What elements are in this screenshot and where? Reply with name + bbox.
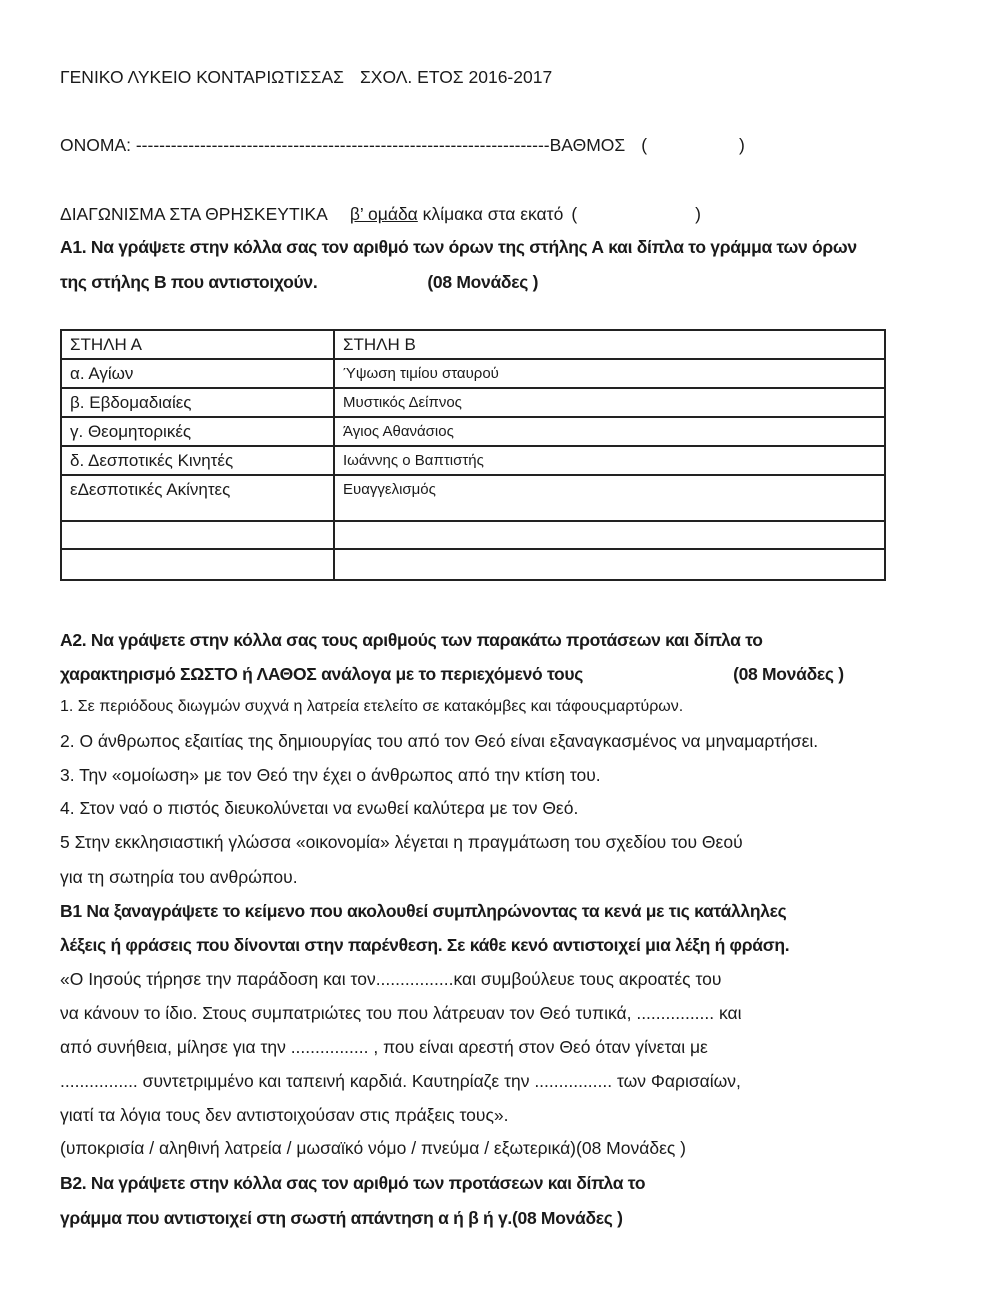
- a2-statement: για τη σωτηρία του ανθρώπου.: [60, 867, 298, 887]
- b2-instruction-line1: Β2. Να γράψετε στην κόλλα σας τον αριθμό των προτάσεων και δίπλα το: [60, 1173, 646, 1193]
- exam-group: β’ ομάδα: [349, 204, 418, 224]
- b1-points: (08 Μονάδες ): [576, 1138, 687, 1158]
- column-b-cell: Ύψωση τιμίου σταυρού: [334, 359, 885, 388]
- scale-label: κλίμακα στα εκατό: [417, 204, 564, 224]
- column-a-header: ΣΤΗΛΗ Α: [61, 330, 334, 359]
- grade-label: ΒΑΘΜΟΣ: [549, 135, 626, 155]
- a2-points: (08 Μονάδες ): [733, 664, 844, 684]
- school-header-line: [60, 66, 552, 88]
- exam-title-line: [60, 203, 701, 225]
- a2-statement: 3. Την «ομοίωση» με τον Θεό την έχει ο άνθρωπος από την κτίση του.: [60, 765, 601, 785]
- table-row: [61, 359, 885, 388]
- table-row-empty: [61, 521, 885, 549]
- column-b-cell: Ευαγγελισμός: [334, 475, 885, 521]
- column-a-cell: εΔεσποτικές Ακίνητες: [61, 475, 334, 521]
- b1-word-options: (υποκρισία / αληθινή λατρεία / μωσαϊκό νόμο / πνεύμα / εξωτερικά): [60, 1138, 577, 1158]
- table-row: [61, 446, 885, 475]
- table-row: [61, 417, 885, 446]
- a2-statement: 2. Ο άνθρωπος εξαιτίας της δημιουργίας του από τον Θεό είναι εξαναγκασμένος να μηναμαρτήσει.: [60, 731, 819, 751]
- table-row: [61, 388, 885, 417]
- name-field[interactable]: -----------------------------------------------------------------------: [135, 135, 550, 155]
- grade-open-paren: (: [641, 135, 648, 155]
- column-a-cell: α. Αγίων: [61, 359, 334, 388]
- column-b-cell: Μυστικός Δείπνος: [334, 388, 885, 417]
- name-label: ΟΝΟΜΑ:: [60, 135, 136, 155]
- b1-instruction-line2: λέξεις ή φράσεις που δίνονται στην παρένθεση. Σε κάθε κενό αντιστοιχεί μια λέξη ή φράση.: [60, 935, 790, 955]
- b1-options-line: [60, 1137, 686, 1159]
- a2-statement: 4. Στον ναό ο πιστός διευκολύνεται να ενωθεί καλύτερα με τον Θεό.: [60, 798, 579, 818]
- column-a-cell: γ. Θεομητορικές: [61, 417, 334, 446]
- a2-instruction-line1: Α2. Να γράψετε στην κόλλα σας τους αριθμούς των παρακάτω προτάσεων και δίπλα το: [60, 630, 763, 650]
- column-b-cell: Ιωάννης ο Βαπτιστής: [334, 446, 885, 475]
- exam-title: ΔΙΑΓΩΝΙΣΜΑ ΣΤΑ ΘΡΗΣΚΕΥΤΙΚΑ: [60, 204, 328, 224]
- table-header-row: [61, 330, 885, 359]
- a2-instruction-text: χαρακτηρισμό ΣΩΣΤΟ ή ΛΑΘΟΣ ανάλογα με το περιεχόμενό τους: [60, 664, 584, 684]
- a2-instruction-line2: [60, 663, 844, 685]
- b1-text-line: ................ συντετριμμένο και ταπεινή καρδιά. Καυτηρίαζε την ................ των Φαρισαίων,: [60, 1071, 741, 1091]
- b1-text-line: γιατί τα λόγια τους δεν αντιστοιχούσαν στις πράξεις τους».: [60, 1105, 509, 1125]
- b1-text-line: «Ο Ιησούς τήρησε την παράδοση και τον................και συμβούλευε τους ακροατές του: [60, 969, 722, 989]
- empty-cell: [334, 549, 885, 580]
- b1-instruction-line1: Β1 Να ξαναγράψετε το κείμενο που ακολουθεί συμπληρώνοντας τα κενά με τις κατάλληλες: [60, 901, 787, 921]
- empty-cell: [61, 549, 334, 580]
- a1-instruction-line2: [60, 271, 538, 293]
- a1-points: (08 Μονάδες ): [427, 272, 539, 292]
- matching-table: [60, 329, 886, 581]
- table-row-empty: [61, 549, 885, 580]
- column-a-cell: β. Εβδομαδιαίες: [61, 388, 334, 417]
- column-b-cell: Άγιος Αθανάσιος: [334, 417, 885, 446]
- scale-open-paren: (: [571, 204, 578, 224]
- column-a-cell: δ. Δεσποτικές Κινητές: [61, 446, 334, 475]
- b1-text-line: να κάνουν το ίδιο. Στους συμπατριώτες του που λάτρευαν τον Θεό τυπικά, ................ και: [60, 1003, 742, 1023]
- a1-instruction-text: της στήλης Β που αντιστοιχούν.: [60, 272, 318, 292]
- b2-instruction-line2: γράμμα που αντιστοιχεί στη σωστή απάντηση α ή β ή γ.(08 Μονάδες ): [60, 1208, 623, 1228]
- a1-instruction-line1: Α1. Να γράψετε στην κόλλα σας τον αριθμό των όρων της στήλης Α και δίπλα το γράμμα των όρων: [60, 237, 857, 257]
- school-name: ΓΕΝΙΚΟ ΛΥΚΕΙΟ ΚΟΝΤΑΡΙΩΤΙΣΣΑΣ: [60, 67, 344, 87]
- empty-cell: [61, 521, 334, 549]
- a2-statement: 1. Σε περιόδους διωγμών συχνά η λατρεία ετελείτο σε κατακόμβες και τάφουςμαρτύρων.: [60, 698, 684, 715]
- b1-text-line: από συνήθεια, μίλησε για την ................ , που είναι αρεστή στον Θεό όταν γίνεται με: [60, 1037, 708, 1057]
- table-row: [61, 475, 885, 521]
- grade-close-paren: ): [739, 135, 745, 155]
- scale-close-paren: ): [695, 204, 701, 224]
- column-b-header: ΣΤΗΛΗ Β: [334, 330, 885, 359]
- school-year: ΣΧΟΛ. ΕΤΟΣ 2016-2017: [359, 67, 553, 87]
- a2-statement: 5 Στην εκκλησιαστική γλώσσα «οικονομία» λέγεται η πραγμάτωση του σχεδίου του Θεού: [60, 832, 743, 852]
- name-grade-line: [60, 134, 745, 156]
- empty-cell: [334, 521, 885, 549]
